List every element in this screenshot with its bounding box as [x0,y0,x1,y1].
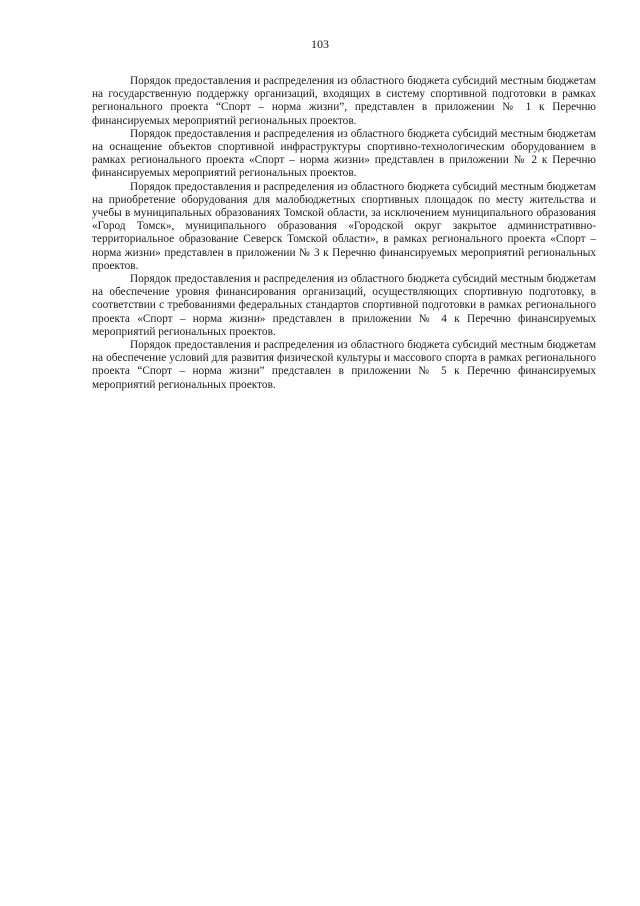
paragraph-2: Порядок предоставления и распределения из областного бюджета субсидий местным бюджетам на оснащение объектов спортивной инфраструктуры спортивно-технологическим оборудованием в рамках регионального проекта «Спорт – норма жизни» представлен в приложении № 2 к Перечню финансируемых мероприятий региональных проектов. [92,127,596,180]
paragraph-1: Порядок предоставления и распределения из областного бюджета субсидий местным бюджетам на государственную поддержку организаций, входящих в систему спортивной подготовки в рамках регионального проекта “Спорт – норма жизни”, представлен в приложении № 1 к Перечню финансируемых мероприятий региональных проектов. [92,75,596,127]
paragraph-4: Порядок предоставления и распределения из областного бюджета субсидий местным бюджетам на обеспечение уровня финансирования организаций, осуществляющих спортивную подготовку, в соответствии с требованиями федеральных стандартов спортивной подготовки в рамках регионального проекта «Спорт – норма жизни» представлен в приложении № 4 к Перечню финансируемых мероприятий региональных проектов. [92,273,596,338]
document-body [92,75,596,392]
page-number: 103 [311,37,329,51]
paragraph-5: Порядок предоставления и распределения из областного бюджета субсидий местным бюджетам на обеспечение условий для развития физической культуры и массового спорта в рамках регионального проекта “Спорт – норма жизни” представлен в приложении № 5 к Перечню финансируемых мероприятий региональных проектов. [92,339,596,391]
paragraph-3: Порядок предоставления и распределения из областного бюджета субсидий местным бюджетам на приобретение оборудования для малобюджетных спортивных площадок по месту жительства и учебы в муниципальных образованиях Томской области, за исключением муниципального образования «Город Томск», муниципального образования «Городской округ закрытое административно-территориальное образование Северск Томской области», в рамках регионального проекта «Спорт – норма жизни» представлен в приложении № 3 к Перечню финансируемых мероприятий региональных проектов. [92,180,596,272]
